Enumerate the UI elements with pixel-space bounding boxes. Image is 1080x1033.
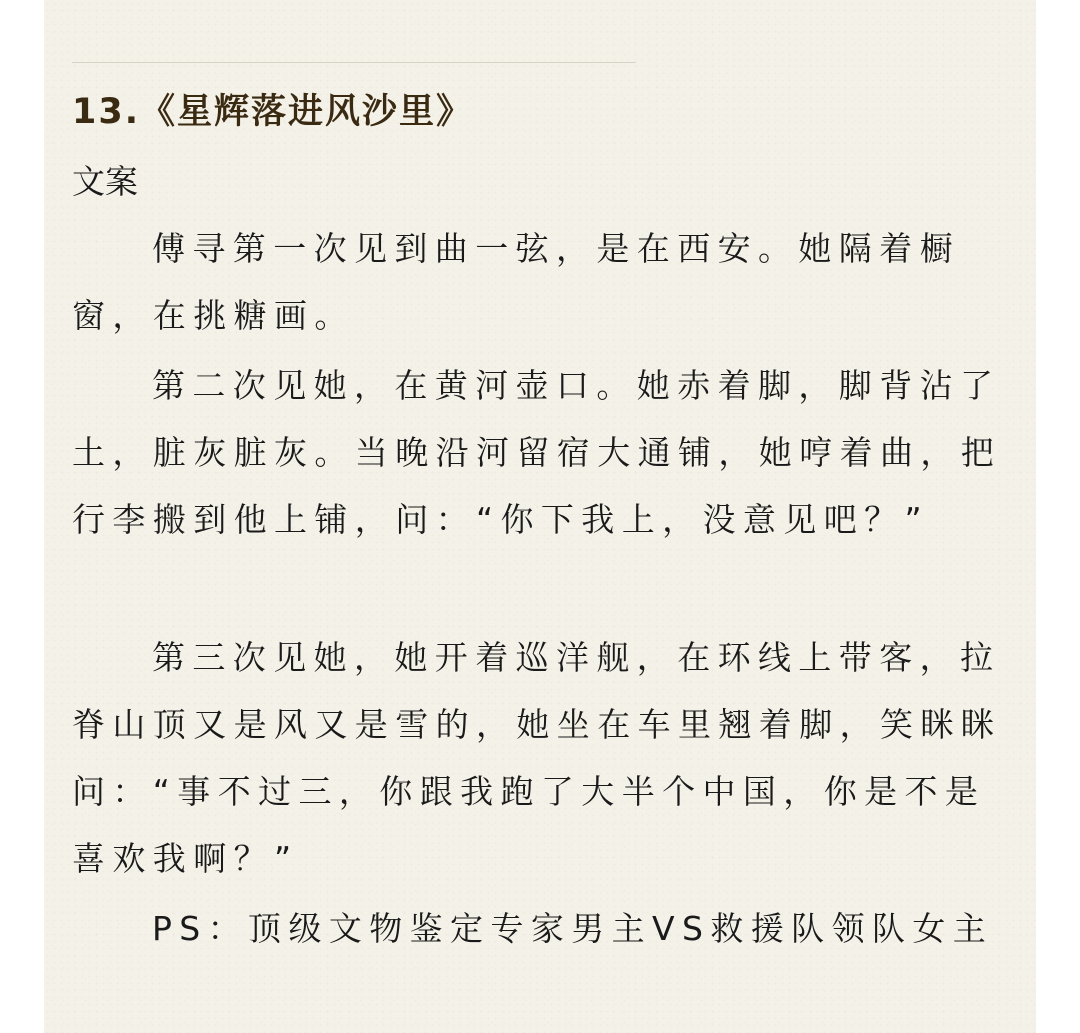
paragraph-3: 第三次见她，她开着巡洋舰，在环线上带客，拉脊山顶又是风又是雪的，她坐在车里翘着脚，笑眯眯问：“事不过三，你跟我跑了大半个中国，你是不是喜欢我啊？” <box>72 638 1002 878</box>
paragraph-1: 傅寻第一次见到曲一弦，是在西安。她隔着橱窗，在挑糖画。 <box>72 229 960 335</box>
article-title: 13.《星辉落进风沙里》 <box>72 92 474 132</box>
divider-line <box>72 62 636 63</box>
paragraph-4: PS：顶级文物鉴定专家男主VS救援队领队女主 <box>152 909 994 948</box>
paragraph-2: 第二次见她，在黄河壶口。她赤着脚，脚背沾了土，脏灰脏灰。当晚沿河留宿大通铺，她哼着曲，把行李搬到他上铺，问：“你下我上，没意见吧？” <box>72 366 1002 539</box>
section-label: 文案 <box>72 162 138 201</box>
